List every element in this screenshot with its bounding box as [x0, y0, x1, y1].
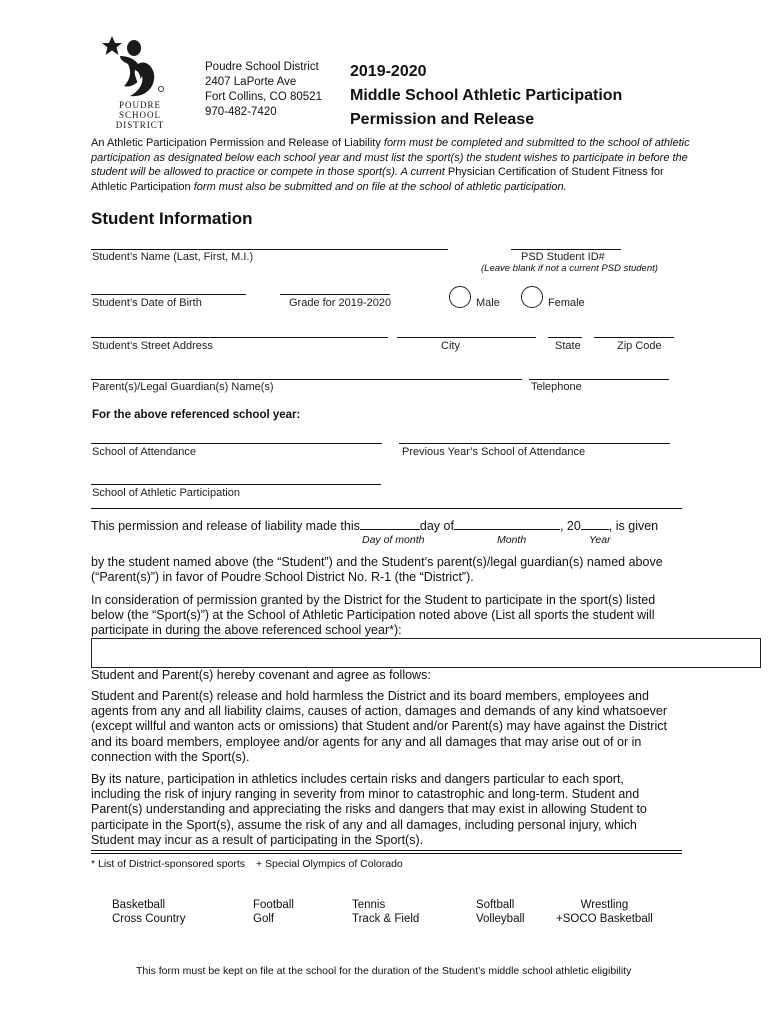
district-street: 2407 LaPorte Ave [205, 76, 297, 88]
psd-id-field[interactable] [511, 249, 621, 250]
sport-item: Volleyball [476, 913, 525, 925]
footer-note: This form must be kept on file at the school for the duration of the Student’s middle school athletic eligibility [136, 965, 632, 977]
psd-id-label: PSD Student ID# [521, 251, 605, 263]
month-sublabel: Month [497, 534, 527, 546]
telephone-field[interactable] [529, 379, 669, 380]
day-sublabel: Day of month [362, 534, 425, 546]
sport-item: Football [253, 899, 294, 911]
sport-item: Tennis [352, 899, 386, 911]
sports-column-2 [253, 898, 294, 926]
athlete-star-icon [100, 30, 180, 100]
telephone-label: Telephone [531, 381, 582, 393]
permission-text-c: , 20 [559, 519, 581, 533]
section-title: Student Information [91, 209, 253, 228]
logo-text-district: DISTRICT [115, 120, 165, 130]
logo-text-school: SCHOOL [118, 110, 161, 120]
sports-legend [91, 858, 403, 870]
state-label: State [555, 340, 581, 352]
previous-school-field[interactable] [399, 443, 670, 444]
grade-field[interactable] [280, 294, 390, 295]
street-address-field[interactable] [91, 337, 388, 338]
sport-item: Basketball [112, 899, 166, 911]
district-logo [100, 30, 180, 130]
form-title-line2: Permission and Release [350, 111, 535, 128]
athletic-school-field[interactable] [91, 484, 381, 485]
previous-school-label: Previous Year’s School of Attendance [402, 446, 586, 458]
city-field[interactable] [397, 337, 536, 338]
intro-part1: An Athletic Participation Permission and Release of Liability [91, 137, 381, 149]
state-field[interactable] [548, 337, 582, 338]
school-attendance-label: School of Attendance [92, 446, 196, 458]
permission-text-a: This permission and release of liability made this [91, 519, 360, 533]
month-field[interactable] [454, 518, 560, 530]
paragraph-risk: By its nature, participation in athletics includes certain risks and dangers particular to each sport, including the risk of injury ranging in severity from minor to catastrophic and long-term. Student and Parent(s) understanding and appreciating the risks and dangers that may exist in allowing Student to participate in the Sport(s), assume the risk of any and all damages, including personal injury, which Student may incur as a result of participating in the Sport(s). [91, 772, 647, 847]
logo-text-poudre: POUDRE [118, 100, 161, 110]
year-field[interactable] [581, 518, 609, 530]
intro-part2: form must be completed and submitted to the school of athletic participation as designated below each school year and must list the sport(s) the student wishes to participate in before the student will be allowed to practice or compete in those sport(s). A current [91, 137, 690, 178]
male-label: Male [476, 297, 500, 309]
zip-label: Zip Code [617, 340, 662, 352]
athletic-school-label: School of Athletic Participation [92, 487, 240, 499]
permission-statement [91, 518, 658, 533]
school-year-heading: For the above referenced school year: [92, 409, 301, 421]
intro-paragraph [91, 136, 691, 194]
psd-id-note: (Leave blank if not a current PSD student) [481, 263, 658, 274]
district-sports-note: * List of District-sponsored sports [91, 858, 246, 870]
district-phone: 970-482-7420 [205, 106, 277, 118]
form-title [350, 60, 622, 132]
intro-part3: Physician Certification of Student Fitness for Athletic Participation [91, 166, 664, 193]
special-olympics-note: + Special Olympics of Colorado [255, 858, 403, 870]
sports-column-5 [556, 898, 653, 926]
sports-divider-bottom [91, 853, 682, 854]
sport-item: Wrestling [580, 899, 629, 911]
paragraph-parties: by the student named above (the “Student”) and the Student’s parent(s)/legal guardian(s) named above (“Parent(s)”) in favor of Poudre School District No. R-1 (the “District”). [91, 555, 663, 585]
permission-text-b: day of [419, 519, 454, 533]
paragraph-covenant: Student and Parent(s) hereby covenant and agree as follows: [91, 668, 431, 682]
intro-part4: form must also be submitted and on file at the school of athletic participation. [190, 180, 567, 193]
form-title-line1: Middle School Athletic Participation [350, 87, 623, 104]
school-attendance-field[interactable] [91, 443, 382, 444]
sport-item: Softball [476, 899, 515, 911]
dob-label: Student’s Date of Birth [92, 297, 202, 309]
sports-column-4 [476, 898, 525, 926]
section-divider [91, 508, 682, 509]
sports-column-3 [352, 898, 419, 926]
student-name-field[interactable] [91, 249, 448, 250]
student-name-label: Student’s Name (Last, First, M.I.) [92, 251, 254, 263]
sport-item: Golf [253, 913, 275, 925]
guardian-label: Parent(s)/Legal Guardian(s) Name(s) [92, 381, 274, 393]
street-address-label: Student’s Street Address [92, 340, 213, 352]
sports-column-1 [112, 898, 186, 926]
day-field[interactable] [360, 518, 420, 530]
permission-text-d: , is given [608, 519, 659, 533]
sport-item: +SOCO Basketball [556, 913, 653, 925]
sport-item: Track & Field [352, 913, 420, 925]
paragraph-consideration: In consideration of permission granted by the District for the Student to participate in the sport(s) listed below (the “Sport(s)”) at the School of Athletic Participation noted above (List all sports the student will participate in during the above referenced school year*): [91, 593, 656, 638]
male-radio[interactable] [449, 286, 471, 308]
sport-item: Cross Country [112, 913, 186, 925]
district-name: Poudre School District [205, 61, 319, 73]
zip-field[interactable] [594, 337, 674, 338]
paragraph-release: Student and Parent(s) release and hold harmless the District and its board members, employees and agents from any and all liability claims, causes of action, damages and demands of any kind whatsoever (except willful and wanton acts or omissions) that Student and/or Parent(s) may have against the District and its board members, employee and/or agents for any and all damages that may arise out of or in connection with the Sport(s). [91, 689, 668, 764]
grade-label: Grade for 2019-2020 [289, 297, 392, 309]
female-label: Female [548, 297, 585, 309]
female-radio[interactable] [521, 286, 543, 308]
sports-list-input[interactable] [91, 638, 761, 668]
district-city: Fort Collins, CO 80521 [205, 91, 322, 103]
year-sublabel: Year [589, 534, 611, 546]
city-label: City [441, 340, 460, 352]
dob-field[interactable] [91, 294, 246, 295]
guardian-field[interactable] [91, 379, 522, 380]
form-year: 2019-2020 [350, 63, 427, 80]
district-address [205, 60, 322, 120]
sports-divider-top [91, 850, 682, 851]
